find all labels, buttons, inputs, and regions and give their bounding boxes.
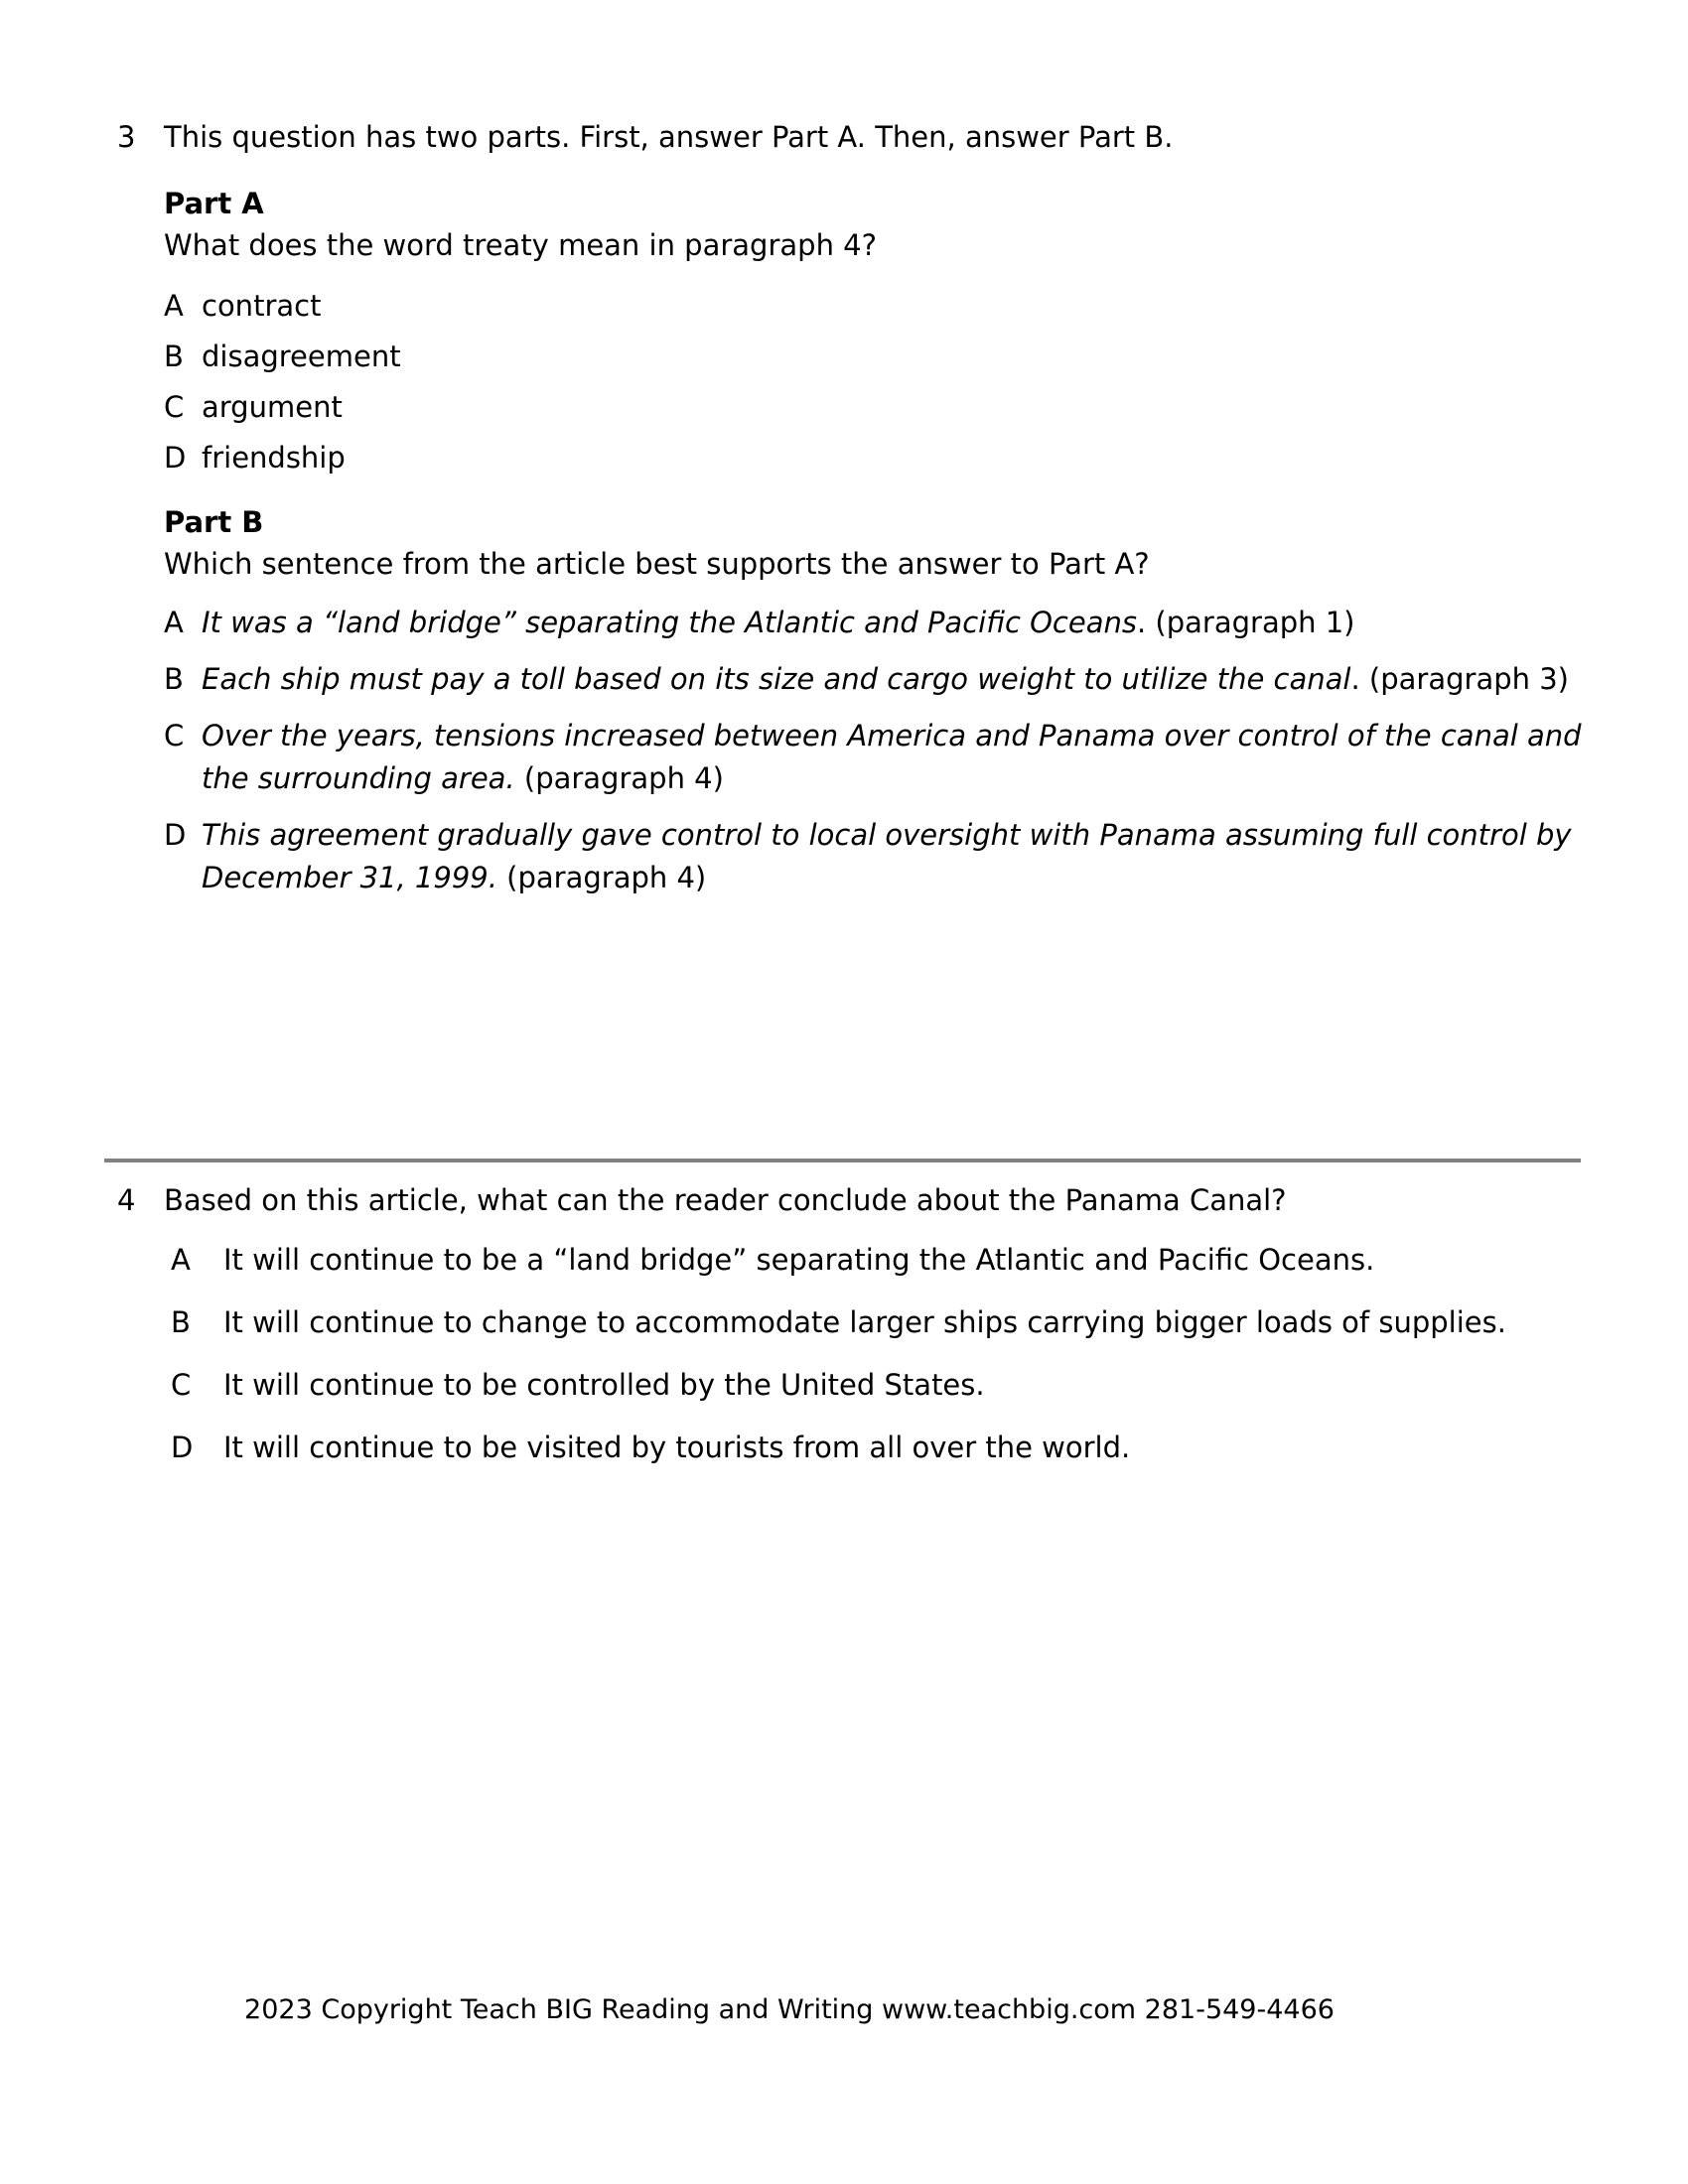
question-4-choices (171, 1239, 1561, 1469)
question-4-stem-row (117, 1179, 1577, 1489)
choice-quote: This agreement gradually gave control to local oversight with Panama assuming full control by December 31, 1999. (202, 818, 1572, 894)
question-3-body (164, 116, 1584, 913)
part-a-heading: Part A (164, 187, 264, 220)
choice-letter: D (164, 818, 187, 852)
choice-text: disagreement (202, 340, 401, 373)
choice-letter: A (164, 289, 184, 323)
question-4-body (164, 1179, 1577, 1489)
choice-citation: (paragraph 4) (496, 861, 707, 894)
part-b-choices (164, 602, 1584, 899)
choice-text: It will continue to be controlled by the United States. (223, 1368, 985, 1402)
choice-text (202, 658, 1584, 701)
question-4-choice-c[interactable] (171, 1364, 1561, 1407)
question-4-number: 4 (117, 1183, 136, 1217)
question-4-choice-a[interactable] (171, 1239, 1561, 1282)
choice-text: It will continue to change to accommodate larger ships carrying bigger loads of supplies. (223, 1305, 1506, 1339)
part-a-choice-c[interactable] (164, 386, 1584, 429)
choice-citation: (paragraph 4) (514, 761, 724, 795)
part-a-choice-b[interactable] (164, 336, 1584, 378)
part-b-choice-a[interactable] (164, 602, 1584, 644)
choice-citation: . (paragraph 1) (1136, 606, 1355, 639)
question-3-block (117, 116, 1582, 913)
choice-text (202, 715, 1584, 800)
choice-text: contract (202, 289, 322, 323)
choice-letter: D (164, 441, 187, 475)
part-a-choices (164, 285, 1584, 479)
part-b-prompt: Which sentence from the article best supports the answer to Part A? (164, 547, 1150, 581)
page-footer: 2023 Copyright Teach BIG Reading and Writing www.teachbig.com 281-549-4466 (244, 1994, 1335, 2025)
choice-text: friendship (202, 441, 346, 475)
question-3-number: 3 (117, 120, 136, 154)
choice-letter: B (164, 662, 184, 696)
choice-letter: B (171, 1305, 191, 1339)
question-4-stem: Based on this article, what can the reader conclude about the Panama Canal? (164, 1183, 1287, 1217)
choice-text (202, 814, 1584, 899)
choice-letter: C (164, 390, 185, 424)
choice-text (202, 602, 1584, 644)
choice-letter: C (171, 1368, 192, 1402)
question-4-choice-b[interactable] (171, 1301, 1561, 1344)
part-a-choice-a[interactable] (164, 285, 1584, 328)
part-a-prompt: What does the word treaty mean in paragraph 4? (164, 228, 878, 262)
choice-quote: It was a “land bridge” separating the Atlantic and Pacific Oceans (202, 606, 1137, 639)
choice-text: argument (202, 390, 343, 424)
question-3-stem-row (117, 116, 1582, 913)
choice-letter: A (164, 606, 184, 639)
question-3-stem: This question has two parts. First, answer Part A. Then, answer Part B. (164, 120, 1174, 154)
choice-quote: Each ship must pay a toll based on its size and cargo weight to utilize the canal (202, 662, 1351, 696)
part-a-choice-d[interactable] (164, 437, 1584, 479)
choice-text: It will continue to be visited by tourists from all over the world. (223, 1431, 1131, 1464)
choice-letter: C (164, 719, 185, 752)
choice-letter: B (164, 340, 184, 373)
part-b-choice-b[interactable] (164, 658, 1584, 701)
part-b-choice-d[interactable] (164, 814, 1584, 899)
choice-letter: D (171, 1431, 194, 1464)
choice-citation: . (paragraph 3) (1350, 662, 1569, 696)
choice-letter: A (171, 1243, 191, 1277)
part-b-heading: Part B (164, 505, 264, 539)
question-4-choice-d[interactable] (171, 1427, 1561, 1469)
choice-quote: Over the years, tensions increased between America and Panama over control of the canal and the surrounding area. (202, 719, 1582, 795)
part-b-choice-c[interactable] (164, 715, 1584, 800)
question-4-block (117, 1179, 1577, 1489)
section-divider (104, 1159, 1581, 1162)
choice-text: It will continue to be a “land bridge” separating the Atlantic and Pacific Oceans. (223, 1243, 1375, 1277)
